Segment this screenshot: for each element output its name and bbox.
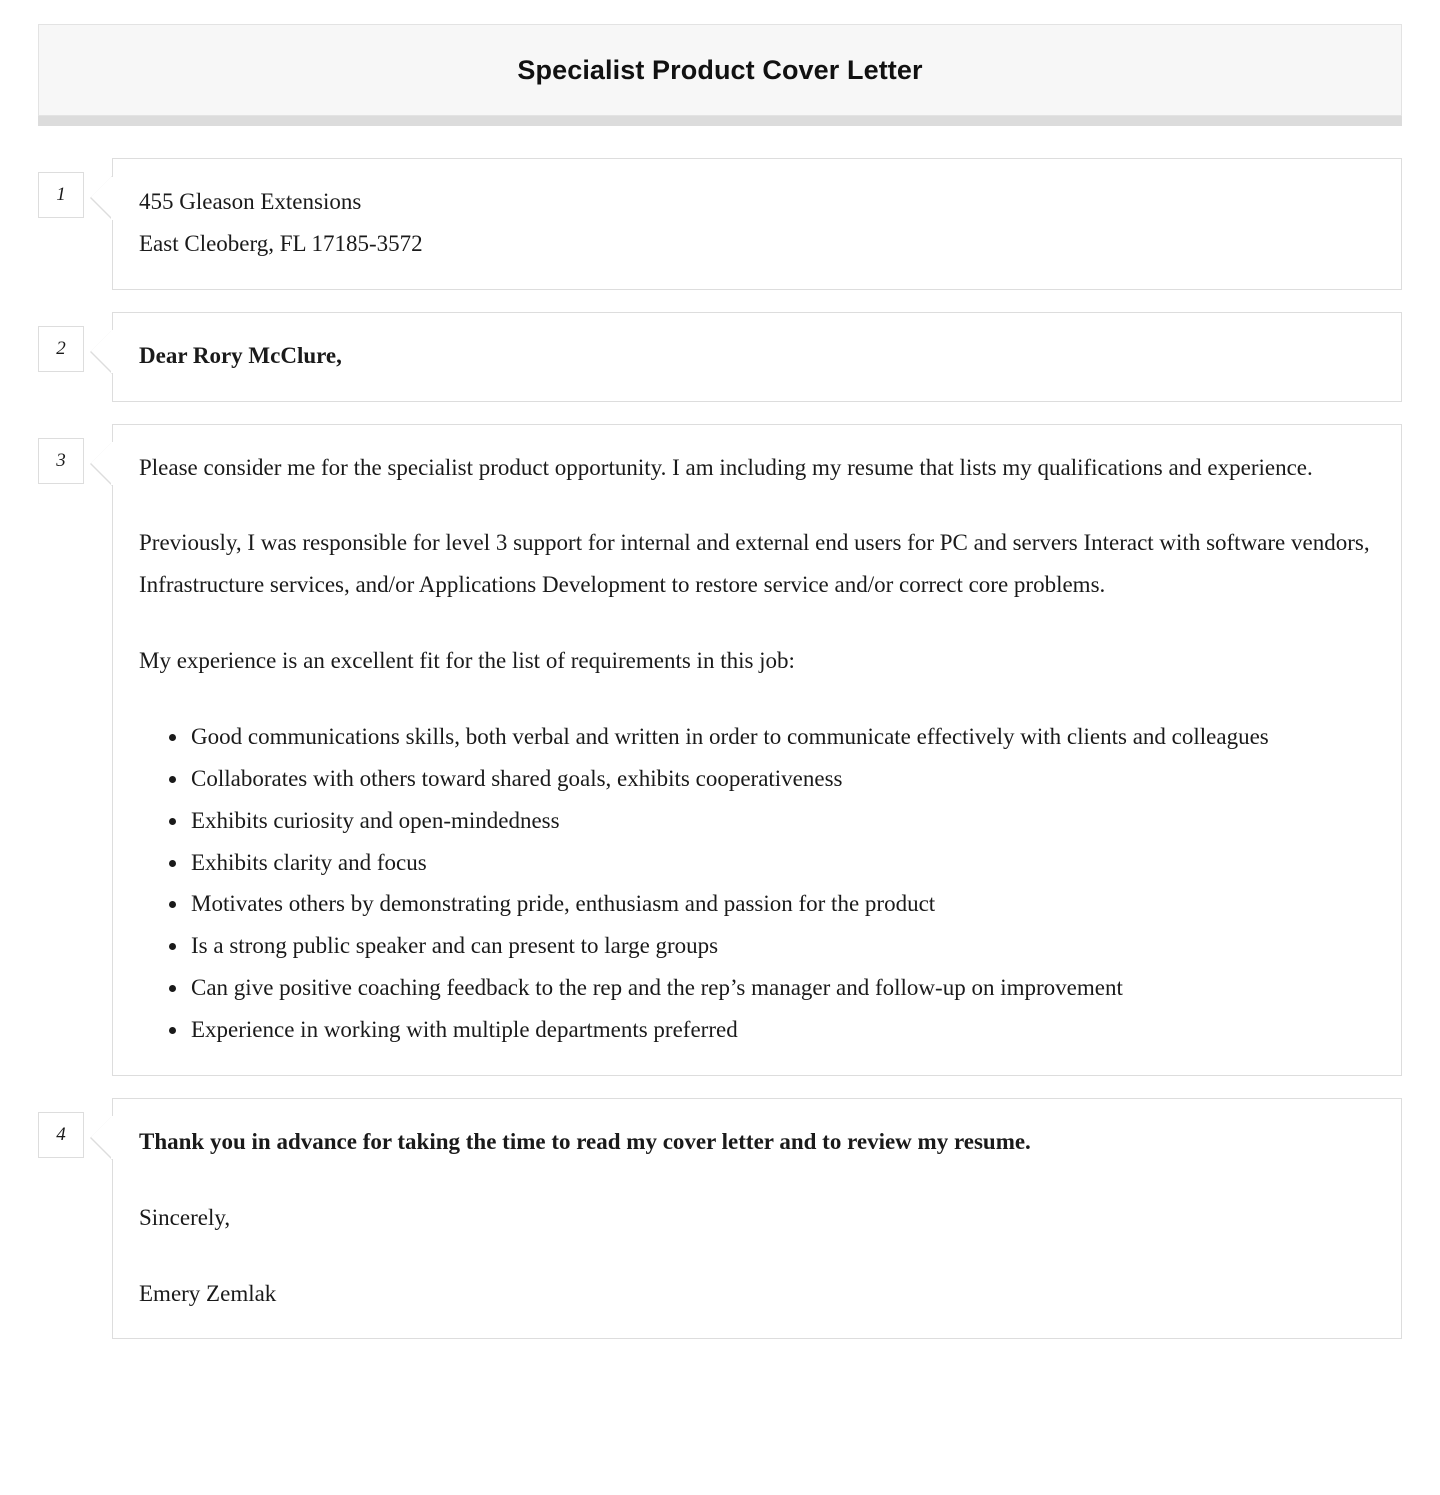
list-item: • Collaborates with others toward shared goals, exhibits cooperativeness [189, 758, 1375, 800]
body-paragraph-1: Please consider me for the specialist product opportunity. I am including my resume that lists my qualifications and experience. [139, 454, 1313, 480]
list-item: • Can give positive coaching feedback to the rep and the rep’s manager and follow-up on improvement [189, 967, 1375, 1009]
letter-body [112, 424, 1402, 1076]
list-item: • Experience in working with multiple departments preferred [189, 1009, 1375, 1051]
page-title: Specialist Product Cover Letter [517, 54, 923, 85]
letter-blocks [38, 126, 1402, 1339]
address-body [112, 158, 1402, 290]
list-item: • Good communications skills, both verbal and written in order to communicate effectively with clients and colleagues [189, 716, 1375, 758]
body-paragraph-3: My experience is an excellent fit for the list of requirements in this job: [139, 648, 795, 674]
salutation-text: Dear Rory McClure, [139, 342, 342, 368]
block-number-badge-3[interactable]: 3 [38, 438, 84, 484]
body-paragraph-2: Previously, I was responsible for level 3 support for internal and external end users for PC and servers Interact with software vendors, Infrastructure services, and/or Applications Development to restore service and/or correct core problems. [139, 530, 1370, 598]
closing-body [112, 1098, 1402, 1340]
address-line-1: 455 Gleason Extensions [139, 189, 362, 214]
callout-notch-icon [90, 1116, 112, 1160]
list-item: • Is a strong public speaker and can present to large groups [189, 925, 1375, 967]
requirements-list [139, 716, 1375, 1051]
sign-off-text: Sincerely, [139, 1204, 231, 1230]
document-header-wrapper [38, 0, 1402, 116]
address-line-2: East Cleoberg, FL 17185-3572 [139, 230, 423, 256]
salutation-body [112, 312, 1402, 402]
document-header [38, 24, 1402, 116]
block-body-wrapper-2 [112, 312, 1402, 402]
callout-notch-icon [90, 442, 112, 486]
address-paragraph [139, 181, 1375, 265]
block-number-badge-2[interactable]: 2 [38, 326, 84, 372]
block-body-wrapper-3 [112, 424, 1402, 1076]
thank-you-text: Thank you in advance for taking the time to read my cover letter and to review my resume. [139, 1128, 1031, 1154]
callout-notch-icon [90, 330, 112, 374]
signature-name: Emery Zemlak [139, 1280, 277, 1306]
letter-block-body [38, 424, 1402, 1076]
letter-block-salutation [38, 312, 1402, 402]
block-number-badge-4[interactable]: 4 [38, 1112, 84, 1158]
letter-block-address [38, 158, 1402, 290]
callout-notch-icon [90, 176, 112, 220]
letter-block-closing [38, 1098, 1402, 1340]
header-divider-bar [38, 116, 1402, 126]
block-body-wrapper-1 [112, 158, 1402, 290]
block-number-badge-1[interactable]: 1 [38, 172, 84, 218]
list-item: • Motivates others by demonstrating pride, enthusiasm and passion for the product [189, 883, 1375, 925]
list-item: • Exhibits clarity and focus [189, 842, 1375, 884]
list-item: • Exhibits curiosity and open-mindedness [189, 800, 1375, 842]
block-body-wrapper-4 [112, 1098, 1402, 1340]
